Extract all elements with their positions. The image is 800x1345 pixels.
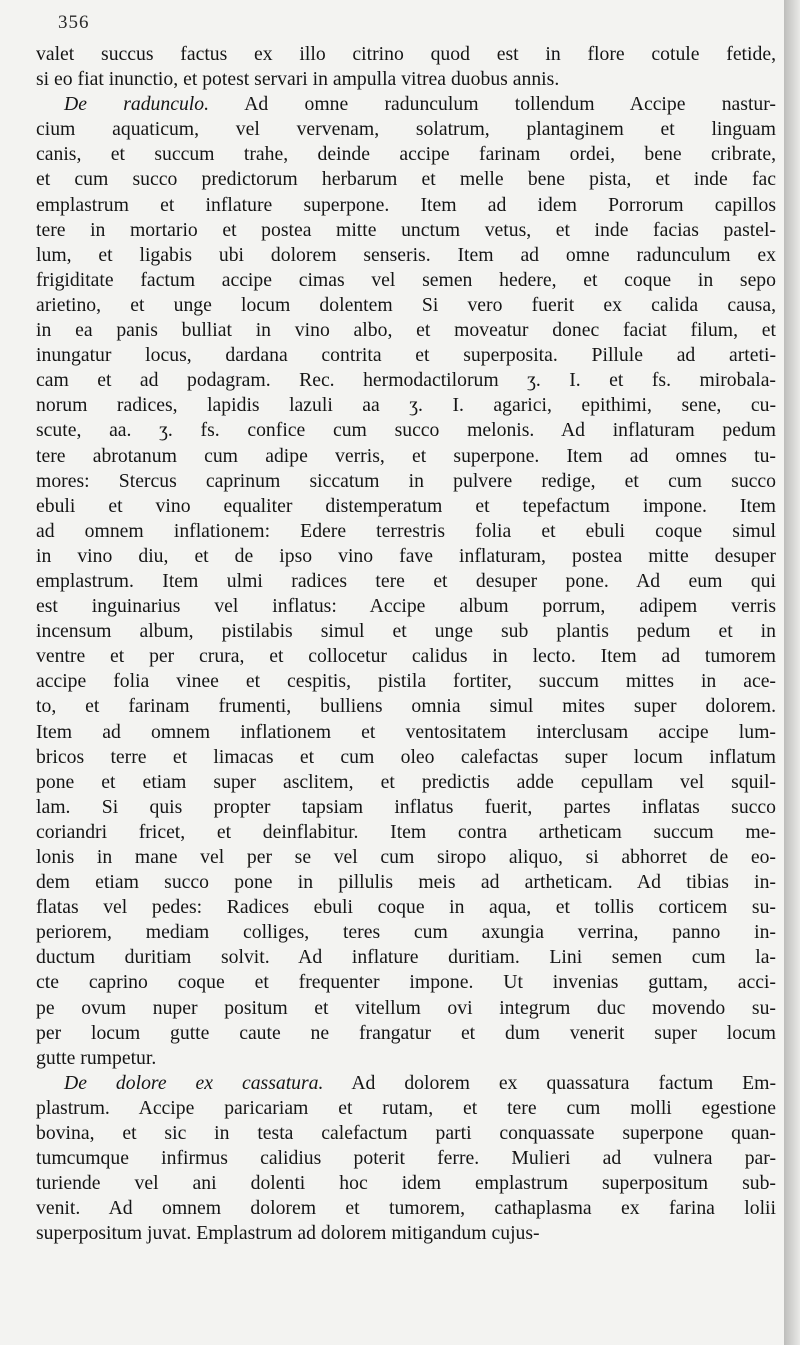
text-line (36, 1046, 776, 1071)
page-number: 356 (58, 12, 90, 33)
text-line (36, 92, 776, 117)
text-line (36, 142, 776, 167)
line-text: Ad dolorem ex quassatura factum Em- (351, 1071, 776, 1094)
text-line (36, 770, 776, 795)
text-line (36, 644, 776, 669)
text-line (36, 243, 776, 268)
text-line (36, 293, 776, 318)
line-text: Item ad omnem inflationem et ventositatem interclusam accipe lum- (36, 720, 776, 743)
line-text: frigiditate factum accipe cimas vel semen hedere, et coque in sepo (36, 268, 776, 291)
text-line (36, 1121, 776, 1146)
text-line (36, 193, 776, 218)
text-line (36, 669, 776, 694)
text-line (36, 1021, 776, 1046)
text-line (36, 494, 776, 519)
text-line (36, 368, 776, 393)
text-line (36, 167, 776, 192)
line-text: inungatur locus, dardana contrita et superposita. Pillule ad arteti- (36, 344, 776, 367)
text-line (36, 117, 776, 142)
text-line (36, 795, 776, 820)
text-line (36, 519, 776, 544)
line-text: flatas vel pedes: Radices ebuli coque in aqua, et tollis corticem su- (36, 896, 776, 919)
section-heading: De radunculo. (64, 93, 210, 116)
line-text: ductum duritiam solvit. Ad inflature duritiam. Lini semen cum la- (36, 946, 776, 969)
text-line (36, 1196, 776, 1221)
section-heading: De dolore ex cassatura. (64, 1071, 324, 1094)
line-text: bricos terre et limacas et cum oleo calefactas super locum inflatum (36, 745, 776, 768)
text-line (36, 720, 776, 745)
line-text: cium aquaticum, vel vervenam, solatrum, plantaginem et linguam (36, 118, 776, 141)
line-text: ventre et per crura, et collocetur calidus in lecto. Item ad tumorem (36, 645, 776, 668)
line-text: emplastrum et inflature superpone. Item ad idem Porrorum capillos (36, 193, 776, 216)
text-line (36, 544, 776, 569)
line-text: cam et ad podagram. Rec. hermodactilorum ʒ. I. et fs. mirobala- (36, 369, 776, 392)
line-text: dem etiam succo pone in pillulis meis ad artheticam. Ad tibias in- (36, 871, 776, 894)
line-text: turiende vel ani dolenti hoc idem emplastrum superpositum sub- (36, 1172, 776, 1195)
line-text: lum, et ligabis ubi dolorem senseris. Item ad omne radunculum ex (36, 243, 776, 266)
text-line (36, 218, 776, 243)
line-text: ad omnem inflationem: Edere terrestris folia et ebuli coque simul (36, 519, 776, 542)
text-line (36, 745, 776, 770)
text-line (36, 393, 776, 418)
line-text: lam. Si quis propter tapsiam inflatus fuerit, partes inflatas succo (36, 795, 776, 818)
line-text: pone et etiam super asclitem, et predictis adde cepullam vel squil- (36, 770, 776, 793)
line-text: canis, et succum trahe, deinde accipe farinam ordei, bene cribrate, (36, 143, 776, 166)
text-line (36, 945, 776, 970)
line-text: est inguinarius vel inflatus: Accipe album porrum, adipem verris (36, 595, 776, 618)
text-line (36, 1171, 776, 1196)
paragraph (36, 1071, 776, 1247)
text-line (36, 42, 776, 67)
text-line (36, 996, 776, 1021)
line-text: et cum succo predictorum herbarum et melle bene pista, et inde fac (36, 168, 776, 191)
text-line (36, 845, 776, 870)
text-line (36, 694, 776, 719)
line-text: norum radices, lapidis lazuli aa ʒ. I. agarici, epithimi, sene, cu- (36, 394, 776, 417)
text-line (36, 619, 776, 644)
line-text: coriandri fricet, et deinflabitur. Item contra artheticam succum me- (36, 820, 776, 843)
line-text: mores: Stercus caprinum siccatum in pulvere redige, et cum succo (36, 469, 776, 492)
page-edge-shadow (784, 0, 800, 1345)
line-text: ebuli et vino equaliter distemperatum et tepefactum impone. Item (36, 494, 776, 517)
text-line (36, 1071, 776, 1096)
line-text: periorem, mediam colliges, teres cum axungia verrina, panno in- (36, 921, 776, 944)
text-line (36, 469, 776, 494)
text-line (36, 895, 776, 920)
text-line (36, 268, 776, 293)
body-text (36, 42, 776, 1247)
line-text: bovina, et sic in testa calefactum parti conquassate superpone quan- (36, 1122, 776, 1145)
text-line (36, 970, 776, 995)
paragraph (36, 92, 776, 1071)
line-text: lonis in mane vel per se vel cum siropo aliquo, si abhorret de eo- (36, 846, 776, 868)
line-text: incensum album, pistilabis simul et unge sub plantis pedum et in (36, 620, 776, 643)
line-text: tumcumque infirmus calidius poterit ferre. Mulieri ad vulnera par- (36, 1147, 776, 1170)
paragraph (36, 42, 776, 92)
text-line (36, 594, 776, 619)
text-line (36, 1096, 776, 1121)
line-text: tere abrotanum cum adipe verris, et superpone. Item ad omnes tu- (36, 444, 776, 467)
line-text: arietino, et unge locum dolentem Si vero fuerit ex calida causa, (36, 293, 776, 316)
line-text: scute, aa. ʒ. fs. confice cum succo melonis. Ad inflaturam pedum (36, 419, 776, 442)
line-text: superpositum juvat. Emplastrum ad dolorem mitigandum cujus- (36, 1222, 540, 1245)
text-line (36, 870, 776, 895)
line-text: in ea panis bulliat in vino albo, et moveatur donec faciat filum, et (36, 319, 776, 342)
line-text: venit. Ad omnem dolorem et tumorem, cathaplasma ex farina lolii (36, 1197, 776, 1220)
line-text: pe ovum nuper positum et vitellum ovi integrum duc movendo su- (36, 996, 776, 1019)
text-line (36, 67, 776, 92)
line-text: gutte rumpetur. (36, 1046, 157, 1069)
text-line (36, 920, 776, 945)
line-text: si eo fiat inunctio, et potest servari in ampulla vitrea duobus annis. (36, 68, 560, 91)
text-line (36, 1146, 776, 1171)
line-text: in vino diu, et de ipso vino fave inflaturam, postea mitte desuper (36, 544, 776, 567)
line-text: emplastrum. Item ulmi radices tere et desuper pone. Ad eum qui (36, 569, 776, 592)
line-text: cte caprino coque et frequenter impone. Ut invenias guttam, acci- (36, 971, 776, 994)
text-line (36, 569, 776, 594)
text-line (36, 820, 776, 845)
line-text: accipe folia vinee et cespitis, pistila fortiter, succum mittes in ace- (36, 670, 776, 693)
text-line (36, 318, 776, 343)
text-line (36, 343, 776, 368)
line-text: Ad omne radunculum tollendum Accipe nastur- (244, 93, 776, 116)
line-text: plastrum. Accipe paricariam et rutam, et tere cum molli egestione (36, 1096, 776, 1119)
line-text: valet succus factus ex illo citrino quod est in flore cotule fetide, (36, 43, 776, 65)
text-line (36, 418, 776, 443)
line-text: per locum gutte caute ne frangatur et dum venerit super locum (36, 1021, 776, 1044)
text-line (36, 444, 776, 469)
text-line (36, 1221, 776, 1246)
line-text: to, et farinam frumenti, bulliens omnia simul mites super dolorem. (36, 695, 776, 718)
line-text: tere in mortario et postea mitte unctum vetus, et inde facias pastel- (36, 218, 776, 241)
